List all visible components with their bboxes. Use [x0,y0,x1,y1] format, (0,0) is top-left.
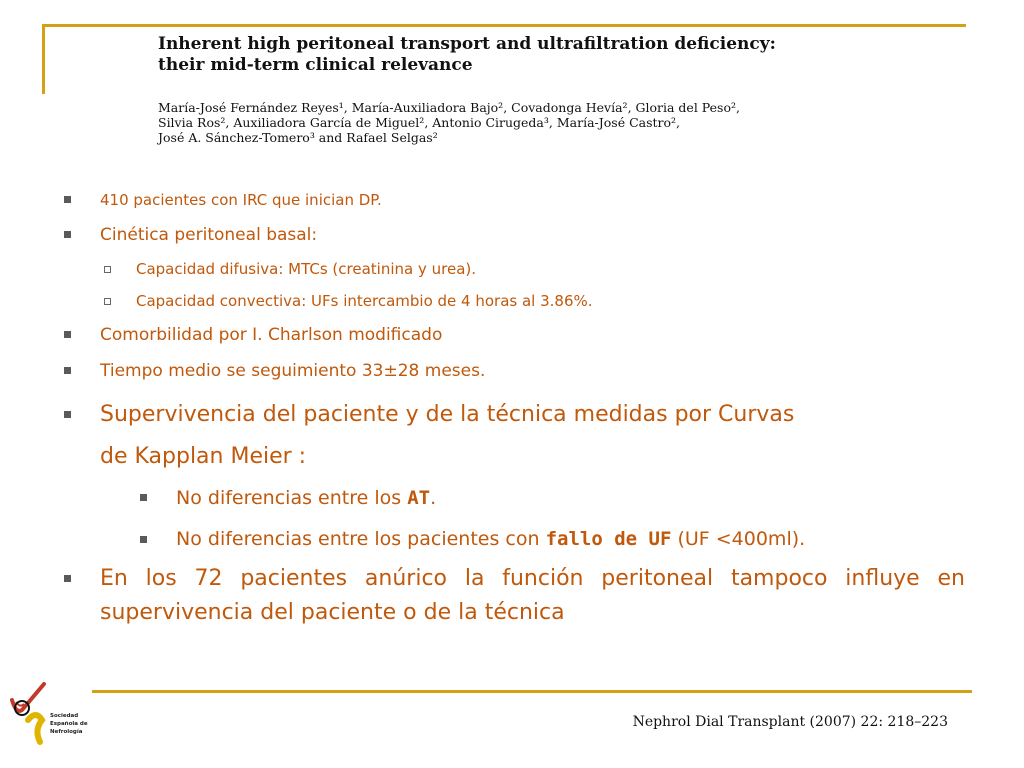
highlight-word: anúrico [364,566,448,591]
logo-text [50,712,88,736]
bullet-text: la función peritoneal tampoco influye en supervivencia del paciente o de la técnica [100,566,965,625]
authors-line: Silvia Ros², Auxiliadora García de Miguel², Antonio Cirugeda³, María-José Castro², [158,115,681,130]
bullet-text: Comorbilidad por I. Charlson modificado [100,325,443,345]
bullet-item [60,220,965,254]
logo-text-line: Sociedad [50,713,79,719]
bullet-item [60,320,965,356]
bullet-punct: . [479,361,486,381]
bold-term: AT [407,487,431,509]
top-rule [42,24,966,27]
square-bullet-icon [64,196,71,203]
square-bullet-icon [64,331,71,338]
bullet-text: Tiempo medio se seguimiento 33±28 meses [100,361,480,381]
bullet-text: de Kapplan Meier : [100,444,307,469]
bullet-text: En los 72 pacientes [100,566,365,591]
authors-line: José A. Sánchez-Tomero³ and Rafael Selgas² [158,130,438,145]
bullet-punct: . [430,487,437,509]
sub-bullet-text: No diferencias entre los [176,487,408,509]
logo-text-line: Española de [50,721,88,727]
bullet-item [60,186,965,220]
bullet-text: Supervivencia del paciente y de la técnica medidas por Curvas [100,402,795,427]
sub-bullet-item [60,254,965,286]
bullet-punct: : [311,225,318,245]
sub-bullet-item [60,480,965,522]
bold-term: fallo de UF [545,528,672,550]
hollow-square-bullet-icon [104,298,111,305]
paper-authors [158,100,878,145]
bullet-item [60,562,965,630]
square-bullet-icon [140,494,147,501]
paper-title [158,34,776,76]
square-bullet-icon [64,575,71,582]
bullet-item [60,394,965,480]
sub-bullet-text: No diferencias entre los pacientes con [176,528,546,550]
left-rule [42,24,45,94]
sub-bullet-text: Capacidad difusiva: MTCs (creatinina y urea). [136,260,477,278]
bullet-text: 410 pacientes con IRC que inician DP. [100,191,382,209]
hollow-square-bullet-icon [104,266,111,273]
bullet-item [60,356,965,394]
square-bullet-icon [64,411,71,418]
paper-title-line: Inherent high peritoneal transport and ultrafiltration deficiency: [158,34,776,54]
footer-rule [92,690,972,693]
citation: Nephrol Dial Transplant (2007) 22: 218–223 [632,714,948,730]
square-bullet-icon [64,231,71,238]
sub-bullet-text: Capacidad convectiva: UFs intercambio de 4 horas al 3.86%. [136,292,593,310]
paper-title-line: their mid-term clinical relevance [158,55,473,75]
logo-text-line: Nefrología [50,729,83,735]
bullet-text: Cinética peritoneal basal [100,225,312,245]
square-bullet-icon [140,536,147,543]
authors-line: María-José Fernández Reyes¹, María-Auxiliadora Bajo², Covadonga Hevía², Gloria del Peso², [158,100,740,115]
sub-bullet-item [60,522,965,562]
square-bullet-icon [64,367,71,374]
sub-bullet-item [60,286,965,320]
bullet-list [60,186,965,630]
sub-bullet-text: (UF <400ml). [671,528,806,550]
